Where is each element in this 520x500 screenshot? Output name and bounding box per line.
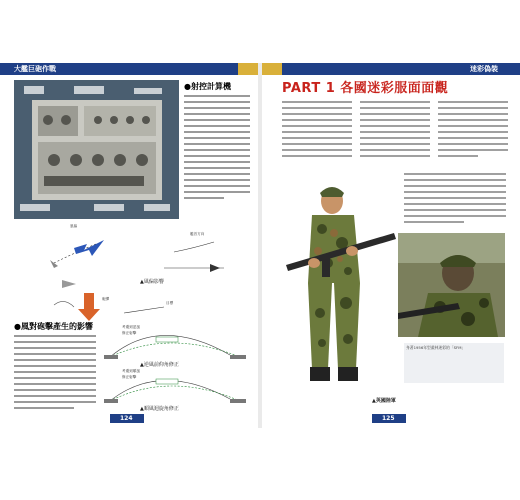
tailwind-caption: ▲順風迴旋角修正: [140, 406, 179, 412]
ship-path-label: 艦首方向: [190, 232, 205, 236]
soldier-caption: ▲英國陸軍: [372, 398, 396, 404]
intro-body-text: [282, 99, 510, 169]
section-title-fire-control: ●射控計算機: [184, 82, 231, 91]
wind-effect-body-text: [14, 333, 98, 413]
right-header-bar: [262, 63, 520, 75]
soldier-illustration: [282, 173, 397, 391]
shell-drift-diagram: [14, 293, 254, 321]
target-label: 目標: [166, 301, 174, 305]
book-spread: [0, 63, 520, 428]
headwind-label-1: 考慮到逆風: [122, 325, 140, 329]
right-header-accent: [262, 63, 282, 75]
shell-label: 砲彈: [102, 297, 110, 301]
left-header-accent: [238, 63, 258, 75]
headwind-label-2: 修正射擊: [122, 331, 137, 335]
wind-effect-diagram: [14, 218, 254, 293]
left-page-number: 124: [120, 415, 133, 422]
right-header-title: 迷彩偽裝: [470, 65, 498, 73]
right-page-number: 125: [382, 415, 395, 422]
left-header-bar: [0, 63, 258, 75]
side-body-text: [404, 171, 508, 231]
soldier-photo: [398, 233, 505, 337]
fire-control-computer-photo: [14, 80, 179, 219]
page-gutter: [258, 63, 262, 428]
tailwind-label-2: 修正射擊: [122, 375, 137, 379]
wind-dir-label: 風偏: [70, 224, 78, 228]
headwind-caption: ▲逆風前仰角修正: [140, 362, 179, 368]
page-title: PART 1 各國迷彩服面面觀: [282, 81, 449, 96]
tailwind-label-1: 考慮到順風: [122, 369, 140, 373]
section-title-wind-effect: ●風對砲擊產生的影響: [14, 322, 93, 331]
left-header-title: 大艦巨砲作戰: [14, 65, 56, 73]
trajectory-diagrams: [100, 321, 254, 413]
photo-caption-box: [404, 343, 504, 383]
wind-effect-caption: ▲風偏影響: [140, 279, 164, 285]
photo-caption: 身著1956年型叢林迷彩的「SFM」: [406, 345, 466, 350]
fire-control-body-text: [184, 93, 252, 219]
